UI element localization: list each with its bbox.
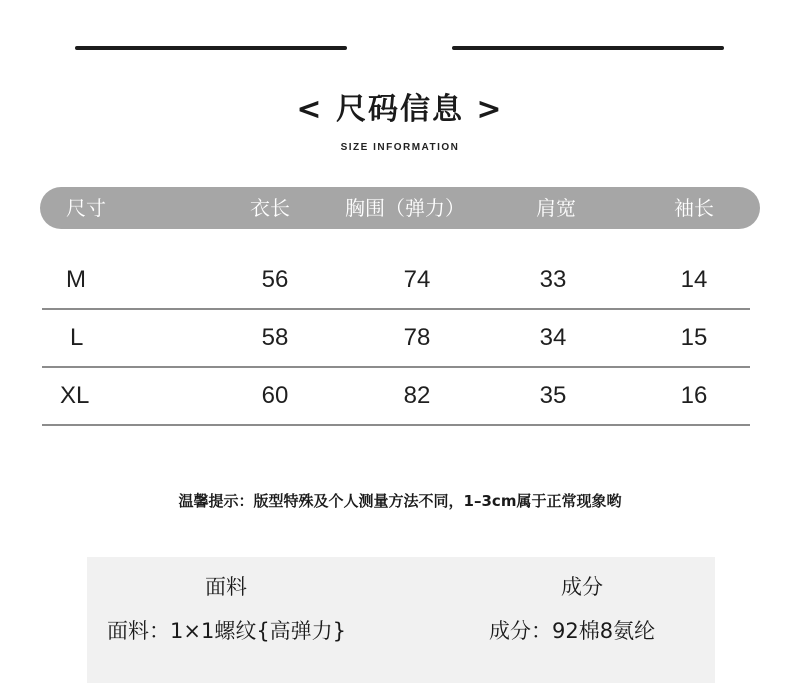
material-value: 面料：1×1螺纹{高弹力} bbox=[107, 619, 347, 643]
material-header: 面料 bbox=[205, 575, 247, 599]
column-header-size: 尺寸 bbox=[66, 196, 106, 220]
composition-header: 成分 bbox=[561, 575, 603, 599]
shoulder-cell: 34 bbox=[539, 324, 567, 351]
decorative-line-right bbox=[452, 46, 724, 50]
sleeve-cell: 14 bbox=[680, 266, 708, 293]
shoulder-cell: 33 bbox=[539, 266, 567, 293]
column-header-chest: 胸围（弹力） bbox=[345, 196, 465, 220]
chest-cell: 78 bbox=[403, 324, 431, 351]
size-cell: XL bbox=[60, 382, 90, 409]
shoulder-cell: 35 bbox=[539, 382, 567, 409]
composition-value: 成分：92棉8氨纶 bbox=[489, 619, 656, 643]
size-cell: M bbox=[66, 266, 86, 293]
table-row bbox=[42, 368, 750, 426]
table-row bbox=[42, 252, 750, 310]
page-subtitle: SIZE INFORMATION bbox=[340, 142, 460, 153]
sleeve-cell: 16 bbox=[680, 382, 708, 409]
size-cell: L bbox=[70, 324, 84, 351]
fabric-info-panel bbox=[87, 557, 715, 683]
decorative-line-left bbox=[75, 46, 347, 50]
length-cell: 58 bbox=[261, 324, 289, 351]
column-header-length: 衣长 bbox=[250, 196, 290, 220]
measurement-tip: 温馨提示：版型特殊及个人测量方法不同，1–3cm属于正常现象哟 bbox=[178, 492, 622, 510]
column-header-sleeve: 袖长 bbox=[674, 196, 714, 220]
page-title: < 尺码信息 > bbox=[296, 92, 504, 127]
length-cell: 60 bbox=[261, 382, 289, 409]
length-cell: 56 bbox=[261, 266, 289, 293]
chest-cell: 74 bbox=[403, 266, 431, 293]
size-table-header bbox=[40, 187, 760, 229]
column-header-shoulder: 肩宽 bbox=[536, 196, 576, 220]
chest-cell: 82 bbox=[403, 382, 431, 409]
table-row bbox=[42, 310, 750, 368]
sleeve-cell: 15 bbox=[680, 324, 708, 351]
